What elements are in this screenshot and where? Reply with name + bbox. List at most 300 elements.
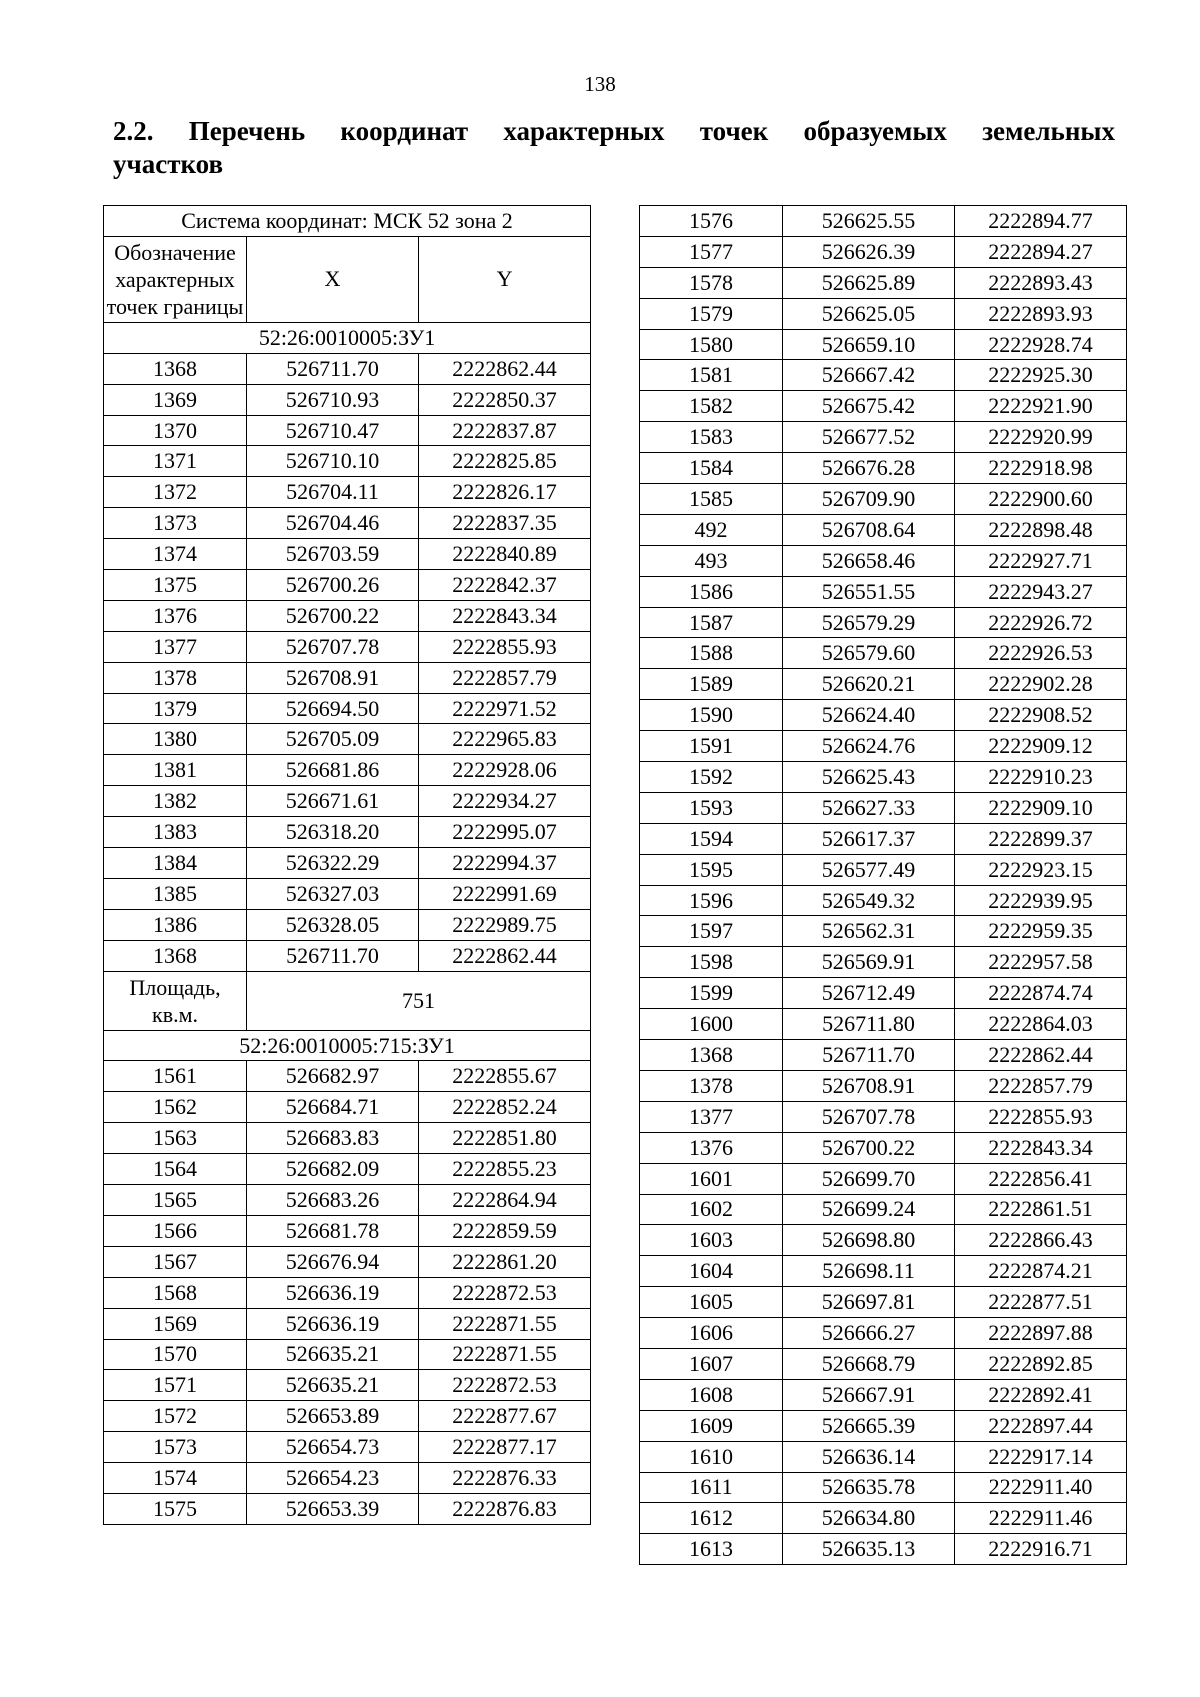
column-header-point: Обозначение характерных точек границы <box>104 236 247 322</box>
y-value: 2222840.89 <box>419 539 591 570</box>
point-number: 1597 <box>640 916 783 947</box>
point-number: 1561 <box>104 1061 247 1092</box>
y-value: 2222923.15 <box>955 854 1127 885</box>
y-value: 2222855.23 <box>419 1154 591 1185</box>
parcel-header-row <box>104 322 591 353</box>
point-number: 1376 <box>640 1132 783 1163</box>
point-number: 1578 <box>640 267 783 298</box>
point-number: 1587 <box>640 607 783 638</box>
point-number: 1368 <box>640 1040 783 1071</box>
x-value: 526682.97 <box>247 1061 419 1092</box>
y-value: 2222877.17 <box>419 1432 591 1463</box>
table-row <box>640 1379 1127 1410</box>
y-value: 2222916.71 <box>955 1534 1127 1565</box>
table-row <box>640 329 1127 360</box>
y-value: 2222859.59 <box>419 1215 591 1246</box>
y-value: 2222872.53 <box>419 1370 591 1401</box>
point-number: 1612 <box>640 1503 783 1534</box>
x-value: 526659.10 <box>783 329 955 360</box>
point-number: 1601 <box>640 1163 783 1194</box>
x-value: 526704.11 <box>247 477 419 508</box>
table-row <box>640 823 1127 854</box>
table-row <box>640 916 1127 947</box>
point-number: 1588 <box>640 638 783 669</box>
x-value: 526636.19 <box>247 1277 419 1308</box>
y-value: 2222894.27 <box>955 236 1127 267</box>
point-number: 1602 <box>640 1194 783 1225</box>
title-word: образуемых <box>803 116 947 146</box>
table-row <box>640 1194 1127 1225</box>
table-row <box>104 477 591 508</box>
x-value: 526710.47 <box>247 415 419 446</box>
point-number: 1576 <box>640 206 783 237</box>
point-number: 1568 <box>104 1277 247 1308</box>
y-value: 2222925.30 <box>955 360 1127 391</box>
coordinate-system-label: Система координат: МСК 52 зона 2 <box>104 206 591 237</box>
point-number: 1605 <box>640 1287 783 1318</box>
table-row <box>640 947 1127 978</box>
x-value: 526318.20 <box>247 817 419 848</box>
point-number: 1569 <box>104 1308 247 1339</box>
x-value: 526579.29 <box>783 607 955 638</box>
table-row <box>104 1277 591 1308</box>
point-number: 1381 <box>104 755 247 786</box>
table-row <box>104 817 591 848</box>
y-value: 2222943.27 <box>955 576 1127 607</box>
x-value: 526636.19 <box>247 1308 419 1339</box>
table-row <box>640 607 1127 638</box>
x-value: 526708.91 <box>247 662 419 693</box>
table-row <box>104 353 591 384</box>
y-value: 2222920.99 <box>955 422 1127 453</box>
point-number: 1368 <box>104 940 247 971</box>
point-number: 1609 <box>640 1410 783 1441</box>
point-number: 1383 <box>104 817 247 848</box>
point-number: 1606 <box>640 1318 783 1349</box>
point-number: 1378 <box>104 662 247 693</box>
table-row <box>640 422 1127 453</box>
x-value: 526712.49 <box>783 978 955 1009</box>
table-row <box>104 1092 591 1123</box>
point-number: 1580 <box>640 329 783 360</box>
point-number: 1374 <box>104 539 247 570</box>
point-number: 1594 <box>640 823 783 854</box>
table-row <box>104 508 591 539</box>
table-row <box>640 1318 1127 1349</box>
x-value: 526683.26 <box>247 1185 419 1216</box>
table-row <box>104 724 591 755</box>
y-value: 2222927.71 <box>955 545 1127 576</box>
y-value: 2222864.03 <box>955 1009 1127 1040</box>
table-row <box>640 638 1127 669</box>
x-value: 526658.46 <box>783 545 955 576</box>
y-value: 2222876.83 <box>419 1493 591 1524</box>
x-value: 526683.83 <box>247 1123 419 1154</box>
table-row <box>640 669 1127 700</box>
x-value: 526707.78 <box>247 631 419 662</box>
y-value: 2222862.44 <box>955 1040 1127 1071</box>
y-value: 2222902.28 <box>955 669 1127 700</box>
x-value: 526703.59 <box>247 539 419 570</box>
table-row <box>640 978 1127 1009</box>
title-word: характерных <box>503 116 665 146</box>
y-value: 2222897.44 <box>955 1410 1127 1441</box>
y-value: 2222872.53 <box>419 1277 591 1308</box>
y-value: 2222850.37 <box>419 384 591 415</box>
point-number: 1593 <box>640 792 783 823</box>
x-value: 526666.27 <box>783 1318 955 1349</box>
y-value: 2222855.67 <box>419 1061 591 1092</box>
x-value: 526708.91 <box>783 1070 955 1101</box>
table-row <box>640 792 1127 823</box>
x-value: 526675.42 <box>783 391 955 422</box>
y-value: 2222900.60 <box>955 484 1127 515</box>
table-row <box>640 1441 1127 1472</box>
point-number: 1382 <box>104 786 247 817</box>
x-value: 526710.93 <box>247 384 419 415</box>
table-row <box>640 762 1127 793</box>
x-value: 526671.61 <box>247 786 419 817</box>
table-row <box>640 1472 1127 1503</box>
column-header-x: X <box>247 236 419 322</box>
y-value: 2222843.34 <box>419 600 591 631</box>
x-value: 526710.10 <box>247 446 419 477</box>
x-value: 526682.09 <box>247 1154 419 1185</box>
y-value: 2222909.10 <box>955 792 1127 823</box>
x-value: 526626.39 <box>783 236 955 267</box>
y-value: 2222898.48 <box>955 514 1127 545</box>
x-value: 526711.70 <box>783 1040 955 1071</box>
x-value: 526667.91 <box>783 1379 955 1410</box>
point-number: 1591 <box>640 731 783 762</box>
y-value: 2222861.20 <box>419 1246 591 1277</box>
table-row <box>640 1009 1127 1040</box>
x-value: 526624.40 <box>783 700 955 731</box>
point-number: 1604 <box>640 1256 783 1287</box>
table-row <box>104 693 591 724</box>
point-number: 1376 <box>104 600 247 631</box>
x-value: 526698.80 <box>783 1225 955 1256</box>
point-number: 1564 <box>104 1154 247 1185</box>
y-value: 2222939.95 <box>955 885 1127 916</box>
table-row <box>104 755 591 786</box>
y-value: 2222910.23 <box>955 762 1127 793</box>
x-value: 526708.64 <box>783 514 955 545</box>
table-row <box>104 1463 591 1494</box>
table-row <box>640 1287 1127 1318</box>
x-value: 526705.09 <box>247 724 419 755</box>
y-value: 2222857.79 <box>419 662 591 693</box>
x-value: 526711.70 <box>247 940 419 971</box>
table-row <box>640 1256 1127 1287</box>
point-number: 1574 <box>104 1463 247 1494</box>
x-value: 526684.71 <box>247 1092 419 1123</box>
table-row <box>104 848 591 879</box>
x-value: 526549.32 <box>783 885 955 916</box>
x-value: 526711.80 <box>783 1009 955 1040</box>
y-value: 2222843.34 <box>955 1132 1127 1163</box>
x-value: 526635.21 <box>247 1370 419 1401</box>
y-value: 2222894.77 <box>955 206 1127 237</box>
point-number: 1377 <box>640 1101 783 1132</box>
table-row <box>104 662 591 693</box>
y-value: 2222851.80 <box>419 1123 591 1154</box>
y-value: 2222874.21 <box>955 1256 1127 1287</box>
y-value: 2222911.40 <box>955 1472 1127 1503</box>
title-word: Перечень <box>188 116 306 146</box>
y-value: 2222928.06 <box>419 755 591 786</box>
point-number: 1608 <box>640 1379 783 1410</box>
y-value: 2222893.93 <box>955 298 1127 329</box>
column-header-y: Y <box>419 236 591 322</box>
x-value: 526653.89 <box>247 1401 419 1432</box>
point-number: 1590 <box>640 700 783 731</box>
x-value: 526699.24 <box>783 1194 955 1225</box>
table-row <box>640 1163 1127 1194</box>
point-number: 1377 <box>104 631 247 662</box>
table-row <box>640 545 1127 576</box>
table-row <box>104 539 591 570</box>
table-row <box>640 1348 1127 1379</box>
y-value: 2222928.74 <box>955 329 1127 360</box>
table-row <box>104 600 591 631</box>
title-word: точек <box>699 116 769 146</box>
y-value: 2222855.93 <box>955 1101 1127 1132</box>
y-value: 2222837.35 <box>419 508 591 539</box>
x-value: 526700.22 <box>783 1132 955 1163</box>
x-value: 526694.50 <box>247 693 419 724</box>
point-number: 1586 <box>640 576 783 607</box>
y-value: 2222852.24 <box>419 1092 591 1123</box>
y-value: 2222866.43 <box>955 1225 1127 1256</box>
table-row <box>104 940 591 971</box>
x-value: 526707.78 <box>783 1101 955 1132</box>
point-number: 1563 <box>104 1123 247 1154</box>
x-value: 526681.78 <box>247 1215 419 1246</box>
point-number: 1570 <box>104 1339 247 1370</box>
y-value: 2222892.85 <box>955 1348 1127 1379</box>
y-value: 2222911.46 <box>955 1503 1127 1534</box>
point-number: 492 <box>640 514 783 545</box>
point-number: 1607 <box>640 1348 783 1379</box>
x-value: 526699.70 <box>783 1163 955 1194</box>
coordinates-table-right-body <box>640 206 1127 1565</box>
x-value: 526654.23 <box>247 1463 419 1494</box>
table-row <box>104 1185 591 1216</box>
x-value: 526620.21 <box>783 669 955 700</box>
table-row <box>640 391 1127 422</box>
point-number: 1368 <box>104 353 247 384</box>
x-value: 526562.31 <box>783 916 955 947</box>
x-value: 526625.55 <box>783 206 955 237</box>
x-value: 526654.73 <box>247 1432 419 1463</box>
point-number: 1610 <box>640 1441 783 1472</box>
section-title-line-1 <box>113 115 1115 148</box>
point-number: 1379 <box>104 693 247 724</box>
x-value: 526667.42 <box>783 360 955 391</box>
point-number: 1603 <box>640 1225 783 1256</box>
table-row <box>640 1225 1127 1256</box>
table-row <box>640 700 1127 731</box>
table-row <box>104 1061 591 1092</box>
table-row <box>104 1215 591 1246</box>
x-value: 526668.79 <box>783 1348 955 1379</box>
table-row <box>640 1040 1127 1071</box>
x-value: 526579.60 <box>783 638 955 669</box>
y-value: 2222959.35 <box>955 916 1127 947</box>
x-value: 526635.21 <box>247 1339 419 1370</box>
y-value: 2222856.41 <box>955 1163 1127 1194</box>
coordinates-table-left <box>103 205 591 1525</box>
table-row <box>640 360 1127 391</box>
y-value: 2222861.51 <box>955 1194 1127 1225</box>
table-row <box>104 909 591 940</box>
table-row <box>104 1432 591 1463</box>
x-value: 526700.22 <box>247 600 419 631</box>
table-row <box>104 786 591 817</box>
coordinates-table-left-body <box>104 206 591 1525</box>
y-value: 2222877.67 <box>419 1401 591 1432</box>
table-row <box>640 1101 1127 1132</box>
y-value: 2222892.41 <box>955 1379 1127 1410</box>
x-value: 526635.78 <box>783 1472 955 1503</box>
area-label: Площадь, кв.м. <box>104 971 247 1030</box>
x-value: 526698.11 <box>783 1256 955 1287</box>
y-value: 2222934.27 <box>419 786 591 817</box>
x-value: 526627.33 <box>783 792 955 823</box>
y-value: 2222862.44 <box>419 353 591 384</box>
x-value: 526328.05 <box>247 909 419 940</box>
table-row <box>104 570 591 601</box>
y-value: 2222862.44 <box>419 940 591 971</box>
section-title-line-2: участков <box>113 149 224 179</box>
point-number: 1378 <box>640 1070 783 1101</box>
point-number: 1567 <box>104 1246 247 1277</box>
point-number: 1575 <box>104 1493 247 1524</box>
point-number: 1372 <box>104 477 247 508</box>
table-row <box>104 878 591 909</box>
point-number: 1573 <box>104 1432 247 1463</box>
table-row <box>640 267 1127 298</box>
point-number: 1596 <box>640 885 783 916</box>
title-word: земельных <box>982 116 1115 146</box>
table-row <box>640 731 1127 762</box>
y-value: 2222994.37 <box>419 848 591 879</box>
x-value: 526625.89 <box>783 267 955 298</box>
table-row <box>104 631 591 662</box>
x-value: 526711.70 <box>247 353 419 384</box>
coordinates-table-right <box>639 205 1127 1565</box>
point-number: 1562 <box>104 1092 247 1123</box>
point-number: 1565 <box>104 1185 247 1216</box>
point-number: 1566 <box>104 1215 247 1246</box>
table-row <box>104 1493 591 1524</box>
point-number: 1572 <box>104 1401 247 1432</box>
table-row <box>640 1070 1127 1101</box>
point-number: 1599 <box>640 978 783 1009</box>
table-row <box>640 576 1127 607</box>
x-value: 526551.55 <box>783 576 955 607</box>
title-word: координат <box>340 116 469 146</box>
y-value: 2222876.33 <box>419 1463 591 1494</box>
parcel-header-row <box>104 1030 591 1061</box>
parcel-name: 52:26:0010005:ЗУ1 <box>104 322 591 353</box>
table-row <box>104 1123 591 1154</box>
point-number: 1611 <box>640 1472 783 1503</box>
y-value: 2222842.37 <box>419 570 591 601</box>
point-number: 1373 <box>104 508 247 539</box>
table-row <box>640 206 1127 237</box>
parcel-name: 52:26:0010005:715:ЗУ1 <box>104 1030 591 1061</box>
point-number: 1592 <box>640 762 783 793</box>
point-number: 1589 <box>640 669 783 700</box>
point-number: 1583 <box>640 422 783 453</box>
x-value: 526704.46 <box>247 508 419 539</box>
y-value: 2222917.14 <box>955 1441 1127 1472</box>
section-title <box>113 115 1115 181</box>
point-number: 493 <box>640 545 783 576</box>
point-number: 1577 <box>640 236 783 267</box>
x-value: 526681.86 <box>247 755 419 786</box>
table-row <box>640 298 1127 329</box>
x-value: 526676.28 <box>783 453 955 484</box>
point-number: 1598 <box>640 947 783 978</box>
point-number: 1582 <box>640 391 783 422</box>
table-row <box>104 446 591 477</box>
table-row <box>640 484 1127 515</box>
table-row <box>640 885 1127 916</box>
point-number: 1585 <box>640 484 783 515</box>
x-value: 526634.80 <box>783 1503 955 1534</box>
y-value: 2222864.94 <box>419 1185 591 1216</box>
system-header-row <box>104 206 591 237</box>
x-value: 526635.13 <box>783 1534 955 1565</box>
y-value: 2222871.55 <box>419 1339 591 1370</box>
table-row <box>640 1503 1127 1534</box>
table-row <box>640 854 1127 885</box>
y-value: 2222855.93 <box>419 631 591 662</box>
point-number: 1600 <box>640 1009 783 1040</box>
point-number: 1613 <box>640 1534 783 1565</box>
table-row <box>104 1401 591 1432</box>
point-number: 1380 <box>104 724 247 755</box>
y-value: 2222825.85 <box>419 446 591 477</box>
y-value: 2222989.75 <box>419 909 591 940</box>
table-row <box>640 453 1127 484</box>
y-value: 2222918.98 <box>955 453 1127 484</box>
table-row <box>640 514 1127 545</box>
y-value: 2222893.43 <box>955 267 1127 298</box>
x-value: 526636.14 <box>783 1441 955 1472</box>
x-value: 526653.39 <box>247 1493 419 1524</box>
table-row <box>640 236 1127 267</box>
x-value: 526665.39 <box>783 1410 955 1441</box>
y-value: 2222826.17 <box>419 477 591 508</box>
table-row <box>104 415 591 446</box>
point-number: 1571 <box>104 1370 247 1401</box>
table-row <box>640 1410 1127 1441</box>
y-value: 2222926.72 <box>955 607 1127 638</box>
y-value: 2222857.79 <box>955 1070 1127 1101</box>
table-row <box>104 1370 591 1401</box>
point-number: 1370 <box>104 415 247 446</box>
table-row <box>104 1339 591 1370</box>
y-value: 2222965.83 <box>419 724 591 755</box>
point-number: 1385 <box>104 878 247 909</box>
x-value: 526617.37 <box>783 823 955 854</box>
x-value: 526624.76 <box>783 731 955 762</box>
x-value: 526677.52 <box>783 422 955 453</box>
